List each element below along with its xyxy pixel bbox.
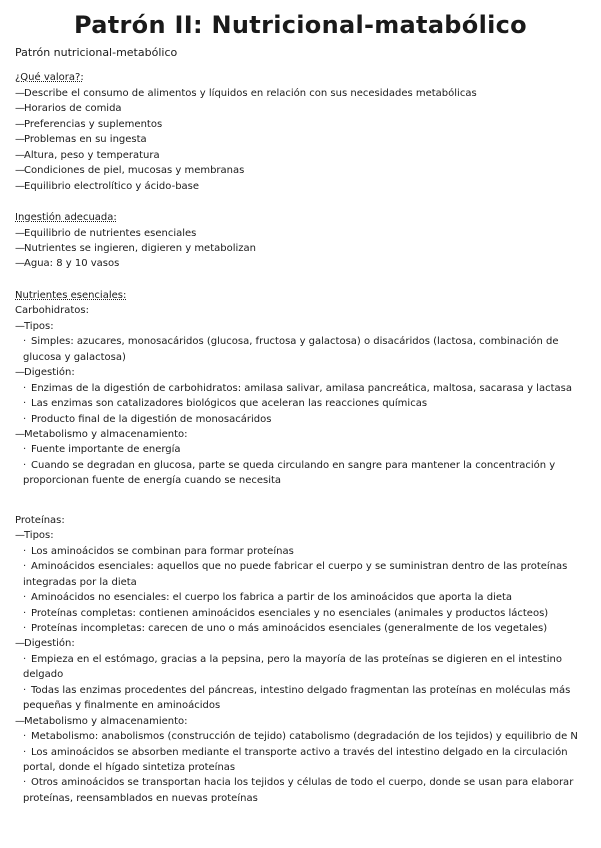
bullet-item: · Simples: azucares, monosacáridos (glucosa, fructosa y galactosa) o disacáridos (lactosa, combinación de glucosa y galactosa)	[23, 336, 559, 363]
bullet-item: · Otros aminoácidos se transportan hacia los tejidos y células de todo el cuerpo, donde se usan para elaborar proteínas, reensamblados en nuevas proteínas	[23, 777, 574, 804]
subsection-carbohidratos: Carbohidratos:	[15, 305, 90, 317]
list-item: — Equilibrio de nutrientes esenciales	[15, 226, 590, 241]
bullet-item: · Todas las enzimas procedentes del páncreas, intestino delgado fragmentan las proteínas en moléculas más pequeñas y finalmente en aminoácidos	[23, 684, 571, 712]
bullet-item: · Empieza en el estómago, gracias a la pepsina, pero la mayoría de las proteínas se digieren en el intestino delgado	[23, 653, 562, 681]
list-item: — Agua: 8 y 10 vasos	[15, 256, 590, 271]
list-item: — Nutrientes se ingieren, digieren y metabolizan	[15, 241, 590, 256]
list-item: — Preferencias y suplementos	[15, 117, 590, 132]
bullet-item: · Producto final de la digestión de monosacáridos	[23, 413, 272, 425]
section-heading-ingestion: Ingestión adecuada:	[15, 212, 117, 224]
category-label: — Tipos:	[15, 528, 590, 543]
category-label: — Metabolismo y almacenamiento:	[15, 714, 590, 729]
bullet-item: · Metabolismo: anabolismos (construcción de tejido) catabolismo (degradación de los tejidos) y equilibrio de N	[23, 731, 578, 743]
list-item: — Condiciones de piel, mucosas y membranas	[15, 163, 590, 178]
bullet-item: · Fuente importante de energía	[23, 444, 181, 456]
list-item: — Problemas en su ingesta	[15, 132, 590, 147]
page-title: Patrón II: Nutricional-matabólico	[74, 11, 527, 39]
list-item: — Horarios de comida	[15, 101, 590, 116]
category-label: — Tipos:	[15, 319, 590, 334]
category-label: — Digestión:	[15, 365, 590, 380]
bullet-item: · Las enzimas son catalizadores biológicos que aceleran las reacciones químicas	[23, 398, 428, 410]
list-item: — Equilibrio electrolítico y ácido-base	[15, 179, 590, 194]
bullet-item: · Los aminoácidos se combinan para formar proteínas	[23, 545, 294, 557]
list-item: — Describe el consumo de alimentos y líquidos en relación con sus necesidades metabólicas	[15, 86, 590, 101]
bullet-item: · Enzimas de la digestión de carbohidratos: amilasa salivar, amilasa pancreática, maltosa, sacarasa y lactasa	[23, 382, 572, 394]
subtitle: Patrón nutricional-metabólico	[15, 46, 178, 59]
section-heading-que-valora: ¿Qué valora?:	[15, 72, 84, 84]
bullet-item: · Aminoácidos no esenciales: el cuerpo los fabrica a partir de los aminoácidos que aporta la dieta	[23, 592, 513, 604]
list-item: — Altura, peso y temperatura	[15, 148, 590, 163]
section-heading-nutrientes: Nutrientes esenciales:	[15, 289, 127, 301]
bullet-item: · Aminoácidos esenciales: aquellos que no puede fabricar el cuerpo y se suministran dentro de las proteínas integradas por la dieta	[23, 561, 568, 588]
category-label: — Digestión:	[15, 636, 590, 651]
bullet-item: · Proteínas completas: contienen aminoácidos esenciales y no esenciales (animales y productos lácteos)	[23, 607, 549, 619]
subsection-proteinas: Proteínas:	[15, 514, 65, 526]
bullet-item: · Los aminoácidos se absorben mediante el transporte activo a través del intestino delgado en la circulación portal, donde el hígado sintetiza proteínas	[23, 746, 568, 774]
bullet-item: · Proteínas incompletas: carecen de uno o más aminoácidos esenciales (generalmente de los vegetales)	[23, 622, 548, 634]
category-label: — Metabolismo y almacenamiento:	[15, 427, 590, 442]
document-body	[15, 45, 590, 806]
bullet-item: · Cuando se degradan en glucosa, parte se queda circulando en sangre para mantener la concentración y proporcionan fuente de energía cuando se necesita	[23, 459, 556, 487]
